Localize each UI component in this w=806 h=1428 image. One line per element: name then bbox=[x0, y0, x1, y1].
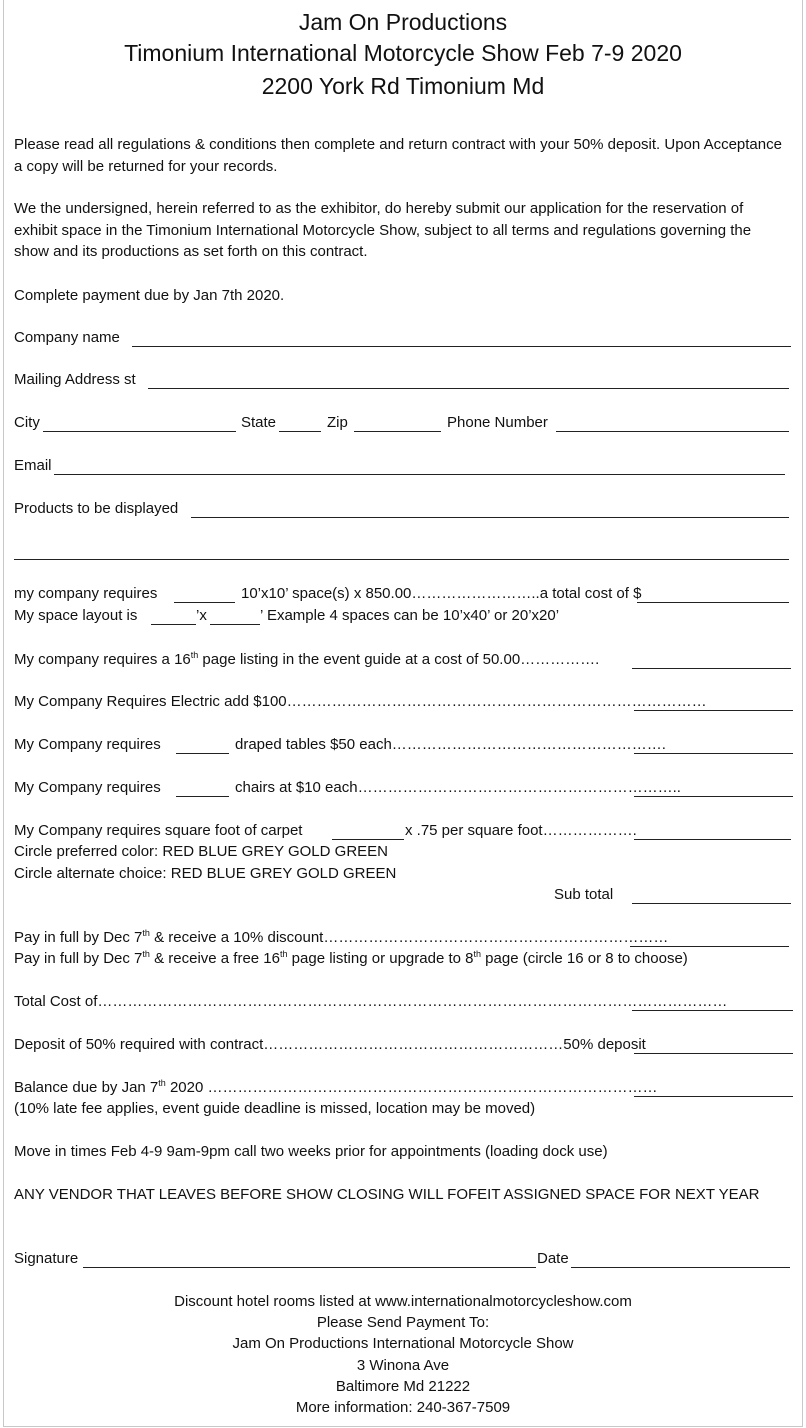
late-fee-note: (10% late fee applies, event guide deadline is missed, location may be moved) bbox=[14, 1100, 536, 1117]
chairs-total-field[interactable] bbox=[634, 796, 793, 797]
space-layout-example: ’ Example 4 spaces can be 10’x40’ or 20’x20’ bbox=[260, 607, 560, 624]
signature-label: Signature bbox=[14, 1250, 79, 1267]
guide-listing-text: My company requires a 16th page listing in the event guide at a cost of 50.00……………. bbox=[14, 650, 600, 668]
deposit-text: Deposit of 50% required with contract……………………………………………………50% deposit bbox=[14, 1036, 646, 1053]
move-in-times: Move in times Feb 4-9 9am-9pm call two weeks prior for appointments (loading dock use) bbox=[14, 1143, 608, 1160]
space-layout-x: ’x bbox=[196, 607, 207, 624]
subtotal-field[interactable] bbox=[632, 903, 791, 904]
carpet-sqft-field[interactable] bbox=[332, 839, 404, 840]
guide-listing-field[interactable] bbox=[632, 668, 791, 669]
header-company: Jam On Productions bbox=[298, 9, 508, 35]
balance-due-field[interactable] bbox=[634, 1096, 793, 1097]
mailing-address-label: Mailing Address st bbox=[14, 371, 136, 388]
subtotal-label: Sub total bbox=[554, 886, 614, 903]
intro-paragraph-1: Please read all regulations & conditions then complete and return contract with your 50% deposit. Upon Acceptance a copy will be returned for your records. bbox=[14, 136, 782, 175]
discount-10-text: Pay in full by Dec 7th & receive a 10% discount…………………………………………………………… bbox=[14, 928, 669, 946]
footer-organization: Jam On Productions International Motorcycle Show bbox=[232, 1335, 574, 1352]
chairs-rate-text: chairs at $10 each……………………………………………………….. bbox=[235, 779, 681, 796]
date-field[interactable] bbox=[571, 1267, 790, 1268]
date-label: Date bbox=[537, 1250, 569, 1267]
header-address: 2200 York Rd Timonium Md bbox=[261, 73, 545, 99]
space-layout-label: My space layout is bbox=[14, 607, 138, 624]
products-label: Products to be displayed bbox=[14, 500, 179, 517]
products-field-line-2[interactable] bbox=[14, 559, 789, 560]
electric-text: My Company Requires Electric add $100………………………………………………………………………… bbox=[14, 693, 707, 710]
footer-street: 3 Winona Ave bbox=[356, 1357, 450, 1374]
email-label: Email bbox=[14, 457, 52, 474]
city-field[interactable] bbox=[43, 431, 236, 432]
space-requires-label: my company requires bbox=[14, 585, 158, 602]
tables-count-field[interactable] bbox=[176, 753, 229, 754]
tables-label: My Company requires bbox=[14, 736, 161, 753]
total-cost-field[interactable] bbox=[632, 1010, 793, 1011]
carpet-preferred-color: Circle preferred color: RED BLUE GREY GOLD GREEN bbox=[14, 843, 388, 860]
electric-field[interactable] bbox=[634, 710, 793, 711]
carpet-label: My Company requires square foot of carpet bbox=[14, 822, 303, 839]
phone-label: Phone Number bbox=[447, 414, 548, 431]
space-count-field[interactable] bbox=[174, 602, 235, 603]
footer-more-info: More information: 240-367-7509 bbox=[295, 1399, 511, 1416]
space-layout-width-field[interactable] bbox=[151, 624, 196, 625]
company-name-field[interactable] bbox=[132, 346, 791, 347]
state-field[interactable] bbox=[279, 431, 321, 432]
state-label: State bbox=[241, 414, 277, 431]
footer-send-payment: Please Send Payment To: bbox=[316, 1314, 490, 1331]
balance-due-text: Balance due by Jan 7th 2020 ……………………………………………………………………………… bbox=[14, 1078, 658, 1096]
city-label: City bbox=[14, 414, 40, 431]
total-cost-text: Total Cost of……………………………………………………………………………………………………………… bbox=[14, 993, 728, 1010]
email-field[interactable] bbox=[54, 474, 785, 475]
phone-field[interactable] bbox=[556, 431, 789, 432]
space-layout-depth-field[interactable] bbox=[210, 624, 260, 625]
footer-city: Baltimore Md 21222 bbox=[335, 1378, 471, 1395]
tables-rate-text: draped tables $50 each………………………………………………. bbox=[235, 736, 666, 753]
signature-field[interactable] bbox=[83, 1267, 536, 1268]
zip-label: Zip bbox=[327, 414, 348, 431]
discount-10-field[interactable] bbox=[630, 946, 789, 947]
header-show-title: Timonium International Motorcycle Show Feb 7-9 2020 bbox=[124, 40, 682, 66]
vendor-notice: ANY VENDOR THAT LEAVES BEFORE SHOW CLOSING WILL FOFEIT ASSIGNED SPACE FOR NEXT YEAR bbox=[14, 1186, 760, 1203]
zip-field[interactable] bbox=[354, 431, 441, 432]
carpet-alternate-color: Circle alternate choice: RED BLUE GREY GOLD GREEN bbox=[14, 865, 397, 882]
carpet-rate-text: x .75 per square foot………………. bbox=[405, 822, 637, 839]
space-rate-text: 10’x10’ space(s) x 850.00……………………..a total cost of $ bbox=[241, 585, 642, 602]
intro-payment-due: Complete payment due by Jan 7th 2020. bbox=[14, 287, 285, 304]
chairs-count-field[interactable] bbox=[176, 796, 229, 797]
intro-paragraph-2: We the undersigned, herein referred to as the exhibitor, do hereby submit our application for the reservation of exhibit space in the Timonium International Motorcycle Show, subject to all terms and regulations governing the show and its productions as set forth on this contract. bbox=[14, 200, 752, 260]
products-field[interactable] bbox=[191, 517, 789, 518]
mailing-address-field[interactable] bbox=[148, 388, 789, 389]
carpet-total-field[interactable] bbox=[634, 839, 791, 840]
company-name-label: Company name bbox=[14, 329, 120, 346]
footer-hotel: Discount hotel rooms listed at www.internationalmotorcycleshow.com bbox=[174, 1293, 632, 1310]
deposit-field[interactable] bbox=[634, 1053, 793, 1054]
discount-listing-text: Pay in full by Dec 7th & receive a free 16th page listing or upgrade to 8th page (circle 16 or 8 to choose) bbox=[14, 949, 688, 967]
space-total-field[interactable] bbox=[637, 602, 789, 603]
chairs-label: My Company requires bbox=[14, 779, 161, 796]
tables-total-field[interactable] bbox=[634, 753, 793, 754]
